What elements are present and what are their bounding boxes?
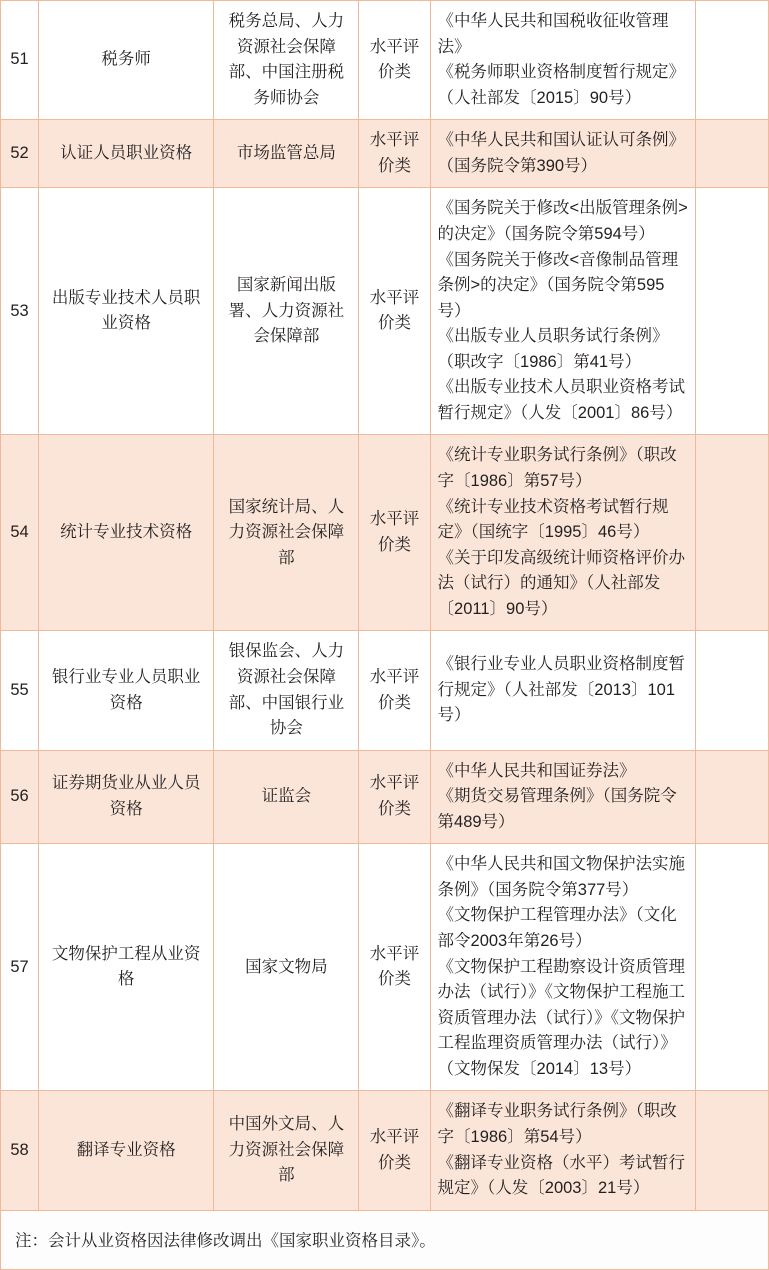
legal-basis-line: 《银行业专业人员职业资格制度暂行规定》（人社部发〔2013〕101号）	[437, 655, 686, 725]
qualification-type: 水平评价类	[359, 750, 430, 844]
table-row	[1, 188, 769, 435]
legal-basis-line: 《中华人民共和国税收征收管理法》	[437, 12, 669, 56]
legal-basis-line: 《税务师职业资格制度暂行规定》（人社部发〔2015〕90号）	[437, 63, 686, 107]
table-row	[1, 120, 769, 188]
row-number: 56	[1, 750, 39, 844]
qualification-name: 统计专业技术资格	[39, 435, 214, 631]
implementing-department: 国家文物局	[214, 844, 359, 1091]
table-row	[1, 435, 769, 631]
implementing-department: 税务总局、人力资源社会保障部、中国注册税务师协会	[214, 1, 359, 120]
legal-basis	[430, 1, 695, 120]
legal-basis	[430, 750, 695, 844]
footnote-container	[0, 1211, 769, 1270]
remark	[695, 435, 768, 631]
qualification-name: 文物保护工程从业资格	[39, 844, 214, 1091]
legal-basis-line: 《统计专业技术资格考试暂行规定》（国统字〔1995〕46号）	[437, 497, 669, 542]
legal-basis-line: 《翻译专业资格（水平）考试暂行规定》（人发〔2003〕21号）	[437, 1153, 686, 1198]
legal-basis-line: 《国务院关于修改<音像制品管理条例>的决定》（国务院令第595号）	[437, 250, 679, 320]
legal-basis-line: 《期货交易管理条例》（国务院令第489号）	[437, 787, 677, 831]
table-row	[1, 750, 769, 844]
implementing-department: 银保监会、人力资源社会保障部、中国银行业协会	[214, 631, 359, 750]
implementing-department: 中国外文局、人力资源社会保障部	[214, 1091, 359, 1210]
row-number: 51	[1, 1, 39, 120]
row-number: 57	[1, 844, 39, 1091]
legal-basis-line: 《中华人民共和国认证认可条例》（国务院令第390号）	[437, 131, 686, 175]
implementing-department: 国家新闻出版署、人力资源社会保障部	[214, 188, 359, 435]
qualification-name: 翻译专业资格	[39, 1091, 214, 1210]
legal-basis-line: 《国务院关于修改<出版管理条例>的决定》（国务院令第594号）	[437, 199, 688, 243]
qualification-type: 水平评价类	[359, 1091, 430, 1210]
remark	[695, 1, 768, 120]
qualification-type: 水平评价类	[359, 844, 430, 1091]
legal-basis-line: 《中华人民共和国文物保护法实施条例》（国务院令第377号）	[437, 855, 686, 899]
qualification-name: 税务师	[39, 1, 214, 120]
remark	[695, 631, 768, 750]
table-row	[1, 1, 769, 120]
legal-basis	[430, 631, 695, 750]
table-body	[1, 1, 769, 1211]
implementing-department: 证监会	[214, 750, 359, 844]
legal-basis-line: 《文物保护工程管理办法》（文化部令2003年第26号）	[437, 906, 677, 950]
qualification-name: 出版专业技术人员职业资格	[39, 188, 214, 435]
legal-basis-line: 《出版专业技术人员职业资格考试暂行规定》（人发〔2001〕86号）	[437, 378, 686, 422]
qualification-name: 证券期货业从业人员资格	[39, 750, 214, 844]
qualification-type: 水平评价类	[359, 435, 430, 631]
qualification-type: 水平评价类	[359, 1, 430, 120]
implementing-department: 国家统计局、人力资源社会保障部	[214, 435, 359, 631]
row-number: 52	[1, 120, 39, 188]
remark	[695, 188, 768, 435]
row-number: 58	[1, 1091, 39, 1210]
legal-basis	[430, 120, 695, 188]
qualification-type: 水平评价类	[359, 120, 430, 188]
legal-basis-line: 《关于印发高级统计师资格评价办法（试行）的通知》（人社部发〔2011〕90号）	[437, 548, 686, 618]
legal-basis-line: 《翻译专业职务试行条例》（职改字〔1986〕第54号）	[437, 1102, 677, 1146]
legal-basis-line: 《出版专业人员职务试行条例》（职改字〔1986〕第41号）	[437, 327, 669, 371]
remark	[695, 120, 768, 188]
legal-basis	[430, 1091, 695, 1210]
legal-basis	[430, 844, 695, 1091]
row-number: 53	[1, 188, 39, 435]
qualification-type: 水平评价类	[359, 188, 430, 435]
table-row	[1, 844, 769, 1091]
table-row	[1, 631, 769, 750]
legal-basis	[430, 188, 695, 435]
footnote-text: 注：会计从业资格因法律修改调出《国家职业资格目录》。	[15, 1231, 436, 1250]
legal-basis	[430, 435, 695, 631]
legal-basis-line: 《文物保护工程勘察设计资质管理办法（试行）》《文物保护工程施工资质管理办法（试行）》《文物保护工程监理资质管理办法（试行）》（文物保发〔2014〕13号）	[437, 957, 686, 1078]
remark	[695, 844, 768, 1091]
legal-basis-line: 《中华人民共和国证券法》	[437, 761, 636, 780]
qualification-name: 认证人员职业资格	[39, 120, 214, 188]
qualification-type: 水平评价类	[359, 631, 430, 750]
implementing-department: 市场监管总局	[214, 120, 359, 188]
remark	[695, 750, 768, 844]
row-number: 54	[1, 435, 39, 631]
row-number: 55	[1, 631, 39, 750]
remark	[695, 1091, 768, 1210]
table-row	[1, 1091, 769, 1210]
qualification-name: 银行业专业人员职业资格	[39, 631, 214, 750]
legal-basis-line: 《统计专业职务试行条例》（职改字〔1986〕第57号）	[437, 446, 677, 490]
